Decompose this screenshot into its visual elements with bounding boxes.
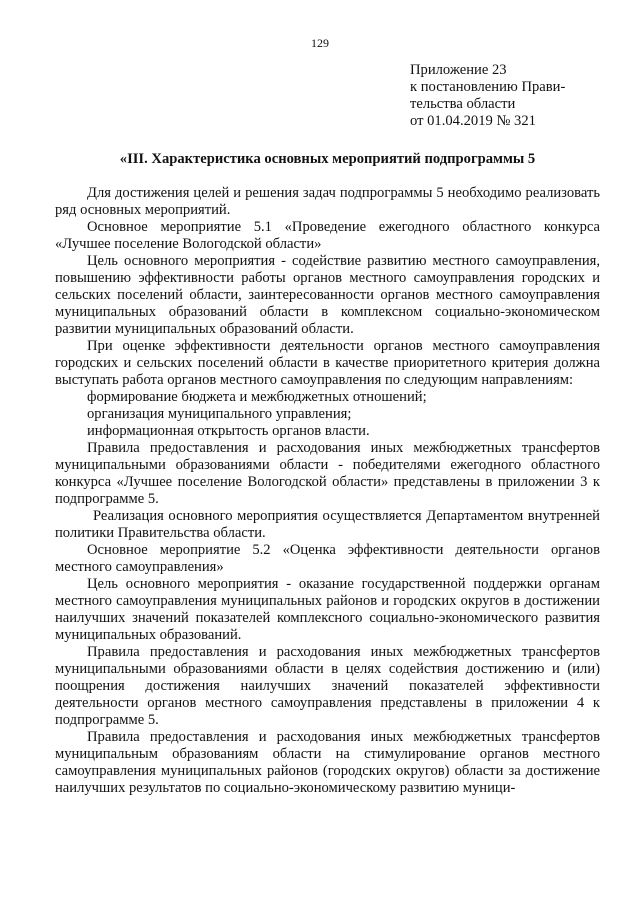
paragraph: Для достижения целей и решения задач подпрограммы 5 необходимо реализовать ряд основных мероприятий. — [55, 185, 600, 218]
paragraph: Реализация основного мероприятия осуществляется Департаментом внутренней политики Правительства области. — [55, 508, 600, 541]
appendix-line: Приложение 23 — [410, 62, 507, 78]
paragraph: Правила предоставления и расходования иных межбюджетных трансфертов муниципальными образованиями области в целях содействия достижению и (или) поощрения достижения наилучших значений показателей эффективности деятельности органов местного самоуправления представлены в приложении 4 к подпрограмме 5. — [55, 644, 600, 728]
paragraph: Цель основного мероприятия - содействие развитию местного самоуправления, повышению эффективности работы органов местного самоуправления городских и сельских поселений области, заинтересованности органов местного самоуправления муниципальных образований области в комплексном социально-экономическом развитии муниципальных образований области. — [55, 253, 600, 337]
paragraph: При оценке эффективности деятельности органов местного самоуправления городских и сельских поселений области в качестве приоритетного критерия должна выступать работа органов местного самоуправления по следующим направлениям: — [55, 338, 600, 388]
appendix-line: тельства области — [410, 96, 516, 112]
page-number: 129 — [311, 36, 329, 50]
paragraph: Правила предоставления и расходования иных межбюджетных трансфертов муниципальным образованиям области на стимулирование органов местного самоуправления муниципальных районов (городских округов) области за достижение наилучших результатов по социально-экономическому развитию муници- — [55, 729, 600, 796]
body-text — [55, 185, 600, 797]
list-item: организация муниципального управления; — [87, 406, 352, 422]
list-item: информационная открытость органов власти. — [87, 423, 370, 439]
appendix-line: от 01.04.2019 № 321 — [410, 113, 536, 129]
appendix-note — [410, 62, 620, 130]
paragraph: Основное мероприятие 5.2 «Оценка эффективности деятельности органов местного самоуправления» — [55, 542, 600, 575]
paragraph: Правила предоставления и расходования иных межбюджетных трансфертов муниципальными образованиями области - победителями ежегодного областного конкурса «Лучшее поселение Вологодской области» представлены в приложении 3 к подпрограмме 5. — [55, 440, 600, 507]
section-heading: «III. Характеристика основных мероприятий подпрограммы 5 — [119, 151, 536, 167]
list-item: формирование бюджета и межбюджетных отношений; — [87, 389, 427, 405]
paragraph: Цель основного мероприятия - оказание государственной поддержки органам местного самоуправления муниципальных районов и городских округов в достижении наилучших значений показателей комплексного социально-экономического развития муниципальных образований. — [55, 576, 600, 643]
appendix-line: к постановлению Прави- — [410, 79, 566, 95]
paragraph: Основное мероприятие 5.1 «Проведение ежегодного областного конкурса «Лучшее поселение Вологодской области» — [55, 219, 600, 252]
